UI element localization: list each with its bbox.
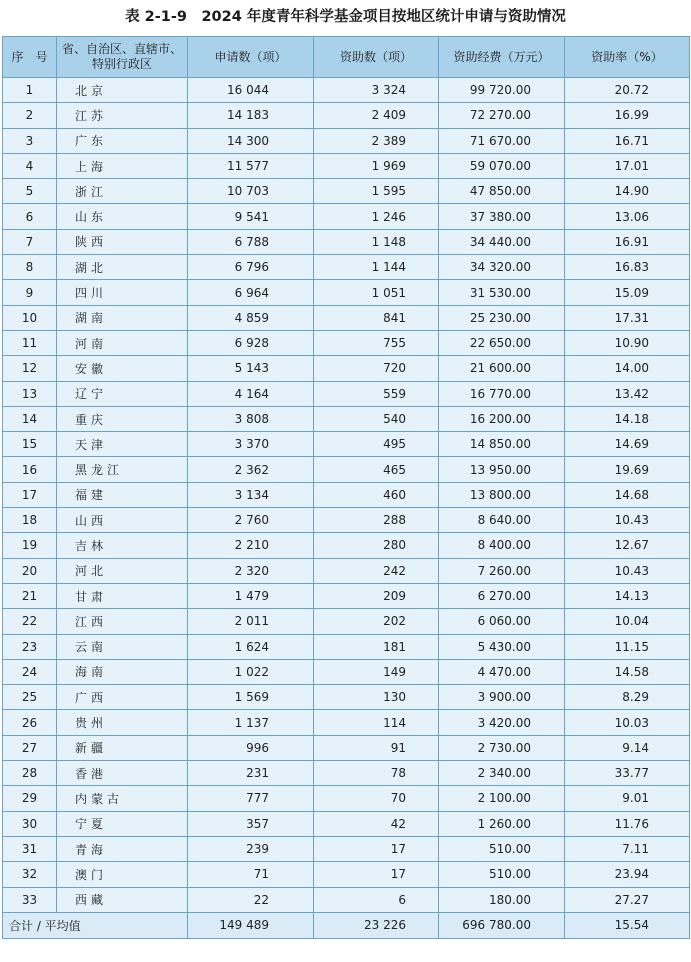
cell-idx: 25 bbox=[3, 685, 57, 710]
cell-idx: 32 bbox=[3, 862, 57, 887]
cell-funded: 841 bbox=[314, 305, 439, 330]
cell-idx: 13 bbox=[3, 381, 57, 406]
cell-rate: 17.01 bbox=[565, 153, 690, 178]
cell-funded: 114 bbox=[314, 710, 439, 735]
cell-funding: 71 670.00 bbox=[439, 128, 565, 153]
cell-funded: 288 bbox=[314, 508, 439, 533]
cell-region: 海南 bbox=[57, 659, 188, 684]
cell-funded: 2 409 bbox=[314, 103, 439, 128]
table-row bbox=[3, 255, 690, 280]
cell-funded: 1 051 bbox=[314, 280, 439, 305]
cell-idx: 8 bbox=[3, 255, 57, 280]
cell-funded: 3 324 bbox=[314, 78, 439, 103]
cell-funded: 280 bbox=[314, 533, 439, 558]
cell-funding: 8 640.00 bbox=[439, 508, 565, 533]
cell-idx: 18 bbox=[3, 508, 57, 533]
table-row bbox=[3, 811, 690, 836]
cell-applications: 22 bbox=[188, 887, 314, 912]
table-row bbox=[3, 685, 690, 710]
cell-funding: 72 270.00 bbox=[439, 103, 565, 128]
table-row bbox=[3, 735, 690, 760]
cell-applications: 6 964 bbox=[188, 280, 314, 305]
cell-rate: 14.90 bbox=[565, 179, 690, 204]
cell-region: 河南 bbox=[57, 330, 188, 355]
table-row bbox=[3, 558, 690, 583]
cell-rate: 15.09 bbox=[565, 280, 690, 305]
col-header-applications: 申请数（项） bbox=[188, 37, 314, 78]
cell-funding: 180.00 bbox=[439, 887, 565, 912]
cell-region: 浙江 bbox=[57, 179, 188, 204]
cell-rate: 8.29 bbox=[565, 685, 690, 710]
total-applications: 149 489 bbox=[188, 912, 314, 938]
cell-funded: 17 bbox=[314, 862, 439, 887]
cell-idx: 31 bbox=[3, 836, 57, 861]
cell-region: 吉林 bbox=[57, 533, 188, 558]
cell-rate: 16.71 bbox=[565, 128, 690, 153]
cell-applications: 3 370 bbox=[188, 432, 314, 457]
cell-funded: 2 389 bbox=[314, 128, 439, 153]
cell-region: 河北 bbox=[57, 558, 188, 583]
cell-funding: 16 200.00 bbox=[439, 406, 565, 431]
cell-idx: 26 bbox=[3, 710, 57, 735]
cell-rate: 14.00 bbox=[565, 356, 690, 381]
table-row bbox=[3, 710, 690, 735]
cell-funded: 149 bbox=[314, 659, 439, 684]
table-row bbox=[3, 330, 690, 355]
table-row bbox=[3, 103, 690, 128]
cell-applications: 4 164 bbox=[188, 381, 314, 406]
cell-funding: 2 340.00 bbox=[439, 761, 565, 786]
cell-funding: 2 100.00 bbox=[439, 786, 565, 811]
cell-funding: 8 400.00 bbox=[439, 533, 565, 558]
table-row bbox=[3, 128, 690, 153]
cell-funding: 510.00 bbox=[439, 862, 565, 887]
cell-region: 澳门 bbox=[57, 862, 188, 887]
cell-applications: 1 022 bbox=[188, 659, 314, 684]
data-table bbox=[2, 36, 690, 939]
cell-region: 安徽 bbox=[57, 356, 188, 381]
cell-applications: 2 011 bbox=[188, 609, 314, 634]
cell-applications: 1 569 bbox=[188, 685, 314, 710]
cell-idx: 33 bbox=[3, 887, 57, 912]
cell-region: 湖北 bbox=[57, 255, 188, 280]
cell-applications: 10 703 bbox=[188, 179, 314, 204]
cell-rate: 9.01 bbox=[565, 786, 690, 811]
cell-region: 甘肃 bbox=[57, 583, 188, 608]
cell-funding: 2 730.00 bbox=[439, 735, 565, 760]
cell-idx: 1 bbox=[3, 78, 57, 103]
cell-idx: 24 bbox=[3, 659, 57, 684]
cell-funded: 540 bbox=[314, 406, 439, 431]
header-row bbox=[3, 37, 690, 78]
cell-applications: 6 928 bbox=[188, 330, 314, 355]
cell-applications: 3 134 bbox=[188, 482, 314, 507]
cell-funding: 7 260.00 bbox=[439, 558, 565, 583]
cell-rate: 33.77 bbox=[565, 761, 690, 786]
cell-funding: 6 270.00 bbox=[439, 583, 565, 608]
cell-region: 陕西 bbox=[57, 229, 188, 254]
cell-applications: 357 bbox=[188, 811, 314, 836]
cell-funding: 25 230.00 bbox=[439, 305, 565, 330]
cell-rate: 13.06 bbox=[565, 204, 690, 229]
cell-idx: 2 bbox=[3, 103, 57, 128]
cell-funded: 42 bbox=[314, 811, 439, 836]
cell-funded: 755 bbox=[314, 330, 439, 355]
table-row bbox=[3, 786, 690, 811]
cell-applications: 2 362 bbox=[188, 457, 314, 482]
cell-funding: 37 380.00 bbox=[439, 204, 565, 229]
table-row bbox=[3, 862, 690, 887]
cell-funding: 21 600.00 bbox=[439, 356, 565, 381]
cell-region: 广东 bbox=[57, 128, 188, 153]
cell-applications: 1 624 bbox=[188, 634, 314, 659]
cell-idx: 17 bbox=[3, 482, 57, 507]
cell-funded: 460 bbox=[314, 482, 439, 507]
col-header-rate: 资助率（%） bbox=[565, 37, 690, 78]
cell-region: 新疆 bbox=[57, 735, 188, 760]
cell-rate: 10.04 bbox=[565, 609, 690, 634]
cell-region: 黑龙江 bbox=[57, 457, 188, 482]
cell-region: 辽宁 bbox=[57, 381, 188, 406]
cell-funded: 1 595 bbox=[314, 179, 439, 204]
cell-idx: 6 bbox=[3, 204, 57, 229]
cell-funded: 495 bbox=[314, 432, 439, 457]
cell-funding: 5 430.00 bbox=[439, 634, 565, 659]
cell-rate: 11.15 bbox=[565, 634, 690, 659]
cell-rate: 14.13 bbox=[565, 583, 690, 608]
cell-rate: 7.11 bbox=[565, 836, 690, 861]
cell-funding: 3 420.00 bbox=[439, 710, 565, 735]
cell-rate: 17.31 bbox=[565, 305, 690, 330]
table-row bbox=[3, 78, 690, 103]
cell-applications: 71 bbox=[188, 862, 314, 887]
cell-applications: 996 bbox=[188, 735, 314, 760]
cell-rate: 23.94 bbox=[565, 862, 690, 887]
cell-applications: 11 577 bbox=[188, 153, 314, 178]
table-row bbox=[3, 457, 690, 482]
cell-funded: 78 bbox=[314, 761, 439, 786]
cell-idx: 9 bbox=[3, 280, 57, 305]
table-row bbox=[3, 508, 690, 533]
table-row bbox=[3, 482, 690, 507]
cell-region: 西藏 bbox=[57, 887, 188, 912]
cell-idx: 12 bbox=[3, 356, 57, 381]
cell-applications: 2 210 bbox=[188, 533, 314, 558]
cell-idx: 14 bbox=[3, 406, 57, 431]
table-title: 表 2-1-9 2024 年度青年科学基金项目按地区统计申请与资助情况 bbox=[125, 9, 566, 25]
cell-funding: 99 720.00 bbox=[439, 78, 565, 103]
cell-region: 山西 bbox=[57, 508, 188, 533]
table-row bbox=[3, 153, 690, 178]
cell-idx: 4 bbox=[3, 153, 57, 178]
cell-region: 上海 bbox=[57, 153, 188, 178]
cell-funding: 13 950.00 bbox=[439, 457, 565, 482]
cell-applications: 6 796 bbox=[188, 255, 314, 280]
cell-applications: 14 300 bbox=[188, 128, 314, 153]
total-row bbox=[3, 912, 690, 938]
cell-funding: 59 070.00 bbox=[439, 153, 565, 178]
cell-rate: 14.58 bbox=[565, 659, 690, 684]
cell-region: 广西 bbox=[57, 685, 188, 710]
cell-applications: 9 541 bbox=[188, 204, 314, 229]
cell-region: 宁夏 bbox=[57, 811, 188, 836]
col-header-region-line1: 省、自治区、直辖市、 bbox=[61, 42, 182, 56]
table-row bbox=[3, 887, 690, 912]
table-row bbox=[3, 280, 690, 305]
cell-applications: 2 760 bbox=[188, 508, 314, 533]
cell-region: 福建 bbox=[57, 482, 188, 507]
cell-funding: 31 530.00 bbox=[439, 280, 565, 305]
cell-applications: 5 143 bbox=[188, 356, 314, 381]
cell-applications: 231 bbox=[188, 761, 314, 786]
cell-region: 江苏 bbox=[57, 103, 188, 128]
cell-applications: 4 859 bbox=[188, 305, 314, 330]
cell-applications: 2 320 bbox=[188, 558, 314, 583]
cell-applications: 6 788 bbox=[188, 229, 314, 254]
cell-region: 湖南 bbox=[57, 305, 188, 330]
cell-funding: 1 260.00 bbox=[439, 811, 565, 836]
cell-funding: 6 060.00 bbox=[439, 609, 565, 634]
cell-applications: 1 479 bbox=[188, 583, 314, 608]
cell-region: 青海 bbox=[57, 836, 188, 861]
cell-applications: 16 044 bbox=[188, 78, 314, 103]
cell-rate: 16.99 bbox=[565, 103, 690, 128]
cell-funded: 559 bbox=[314, 381, 439, 406]
cell-idx: 28 bbox=[3, 761, 57, 786]
table-row bbox=[3, 634, 690, 659]
cell-idx: 29 bbox=[3, 786, 57, 811]
cell-region: 内蒙古 bbox=[57, 786, 188, 811]
cell-funding: 3 900.00 bbox=[439, 685, 565, 710]
cell-rate: 20.72 bbox=[565, 78, 690, 103]
cell-rate: 27.27 bbox=[565, 887, 690, 912]
table-row bbox=[3, 836, 690, 861]
cell-region: 云南 bbox=[57, 634, 188, 659]
cell-rate: 14.69 bbox=[565, 432, 690, 457]
cell-funded: 209 bbox=[314, 583, 439, 608]
cell-rate: 10.90 bbox=[565, 330, 690, 355]
cell-rate: 14.18 bbox=[565, 406, 690, 431]
cell-funded: 91 bbox=[314, 735, 439, 760]
table-row bbox=[3, 356, 690, 381]
cell-applications: 1 137 bbox=[188, 710, 314, 735]
cell-rate: 9.14 bbox=[565, 735, 690, 760]
cell-idx: 22 bbox=[3, 609, 57, 634]
cell-rate: 16.83 bbox=[565, 255, 690, 280]
cell-idx: 10 bbox=[3, 305, 57, 330]
cell-rate: 10.43 bbox=[565, 508, 690, 533]
cell-funding: 510.00 bbox=[439, 836, 565, 861]
cell-idx: 7 bbox=[3, 229, 57, 254]
col-header-region bbox=[57, 37, 188, 78]
cell-rate: 14.68 bbox=[565, 482, 690, 507]
table-row bbox=[3, 381, 690, 406]
total-label: 合计 / 平均值 bbox=[3, 912, 188, 938]
cell-funded: 1 969 bbox=[314, 153, 439, 178]
cell-rate: 12.67 bbox=[565, 533, 690, 558]
cell-idx: 19 bbox=[3, 533, 57, 558]
cell-region: 香港 bbox=[57, 761, 188, 786]
cell-funding: 34 320.00 bbox=[439, 255, 565, 280]
total-funded: 23 226 bbox=[314, 912, 439, 938]
cell-idx: 20 bbox=[3, 558, 57, 583]
cell-region: 四川 bbox=[57, 280, 188, 305]
cell-funded: 130 bbox=[314, 685, 439, 710]
col-header-funded: 资助数（项） bbox=[314, 37, 439, 78]
cell-funded: 202 bbox=[314, 609, 439, 634]
cell-idx: 11 bbox=[3, 330, 57, 355]
cell-funded: 465 bbox=[314, 457, 439, 482]
cell-rate: 13.42 bbox=[565, 381, 690, 406]
cell-idx: 21 bbox=[3, 583, 57, 608]
col-header-region-line2: 特别行政区 bbox=[91, 57, 152, 71]
cell-funding: 4 470.00 bbox=[439, 659, 565, 684]
col-header-idx: 序 号 bbox=[3, 37, 57, 78]
cell-idx: 3 bbox=[3, 128, 57, 153]
cell-rate: 16.91 bbox=[565, 229, 690, 254]
table-row bbox=[3, 533, 690, 558]
cell-funded: 1 148 bbox=[314, 229, 439, 254]
table-row bbox=[3, 609, 690, 634]
cell-funding: 47 850.00 bbox=[439, 179, 565, 204]
table-row bbox=[3, 179, 690, 204]
cell-idx: 30 bbox=[3, 811, 57, 836]
cell-funded: 1 246 bbox=[314, 204, 439, 229]
cell-funded: 17 bbox=[314, 836, 439, 861]
cell-funding: 22 650.00 bbox=[439, 330, 565, 355]
cell-idx: 23 bbox=[3, 634, 57, 659]
table-row bbox=[3, 406, 690, 431]
cell-funded: 70 bbox=[314, 786, 439, 811]
cell-region: 江西 bbox=[57, 609, 188, 634]
cell-applications: 777 bbox=[188, 786, 314, 811]
cell-region: 北京 bbox=[57, 78, 188, 103]
cell-applications: 239 bbox=[188, 836, 314, 861]
cell-idx: 16 bbox=[3, 457, 57, 482]
cell-rate: 19.69 bbox=[565, 457, 690, 482]
cell-idx: 15 bbox=[3, 432, 57, 457]
cell-funding: 13 800.00 bbox=[439, 482, 565, 507]
cell-rate: 10.43 bbox=[565, 558, 690, 583]
table-row bbox=[3, 305, 690, 330]
col-header-funding: 资助经费（万元） bbox=[439, 37, 565, 78]
cell-region: 山东 bbox=[57, 204, 188, 229]
cell-idx: 5 bbox=[3, 179, 57, 204]
table-row bbox=[3, 583, 690, 608]
table-row bbox=[3, 432, 690, 457]
table-row bbox=[3, 229, 690, 254]
cell-funding: 14 850.00 bbox=[439, 432, 565, 457]
cell-funded: 1 144 bbox=[314, 255, 439, 280]
total-rate: 15.54 bbox=[565, 912, 690, 938]
cell-funded: 720 bbox=[314, 356, 439, 381]
table-row bbox=[3, 659, 690, 684]
table-row bbox=[3, 761, 690, 786]
total-funding: 696 780.00 bbox=[439, 912, 565, 938]
cell-idx: 27 bbox=[3, 735, 57, 760]
cell-applications: 14 183 bbox=[188, 103, 314, 128]
cell-funded: 242 bbox=[314, 558, 439, 583]
cell-region: 天津 bbox=[57, 432, 188, 457]
cell-rate: 10.03 bbox=[565, 710, 690, 735]
cell-funding: 16 770.00 bbox=[439, 381, 565, 406]
cell-region: 重庆 bbox=[57, 406, 188, 431]
cell-funded: 6 bbox=[314, 887, 439, 912]
cell-rate: 11.76 bbox=[565, 811, 690, 836]
cell-funded: 181 bbox=[314, 634, 439, 659]
cell-region: 贵州 bbox=[57, 710, 188, 735]
cell-applications: 3 808 bbox=[188, 406, 314, 431]
table-row bbox=[3, 204, 690, 229]
cell-funding: 34 440.00 bbox=[439, 229, 565, 254]
